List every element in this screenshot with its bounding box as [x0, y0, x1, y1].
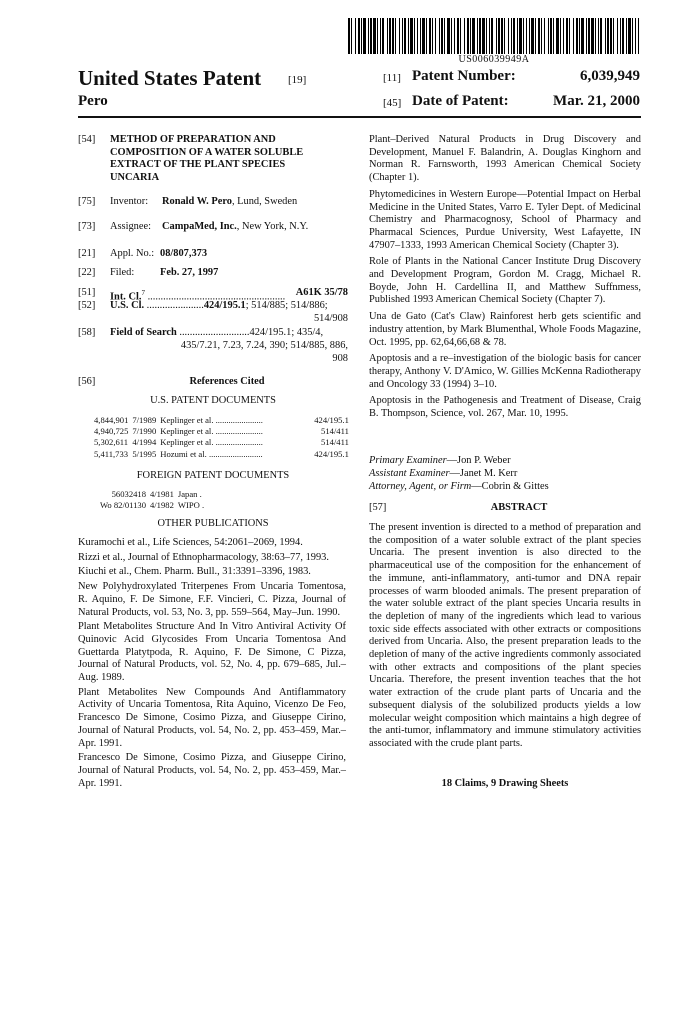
- assistant-examiner-label: Assistant Examiner: [369, 468, 450, 479]
- us-cl-cont: 514/908: [313, 313, 348, 324]
- us-doc-no: 4,844,901: [94, 415, 129, 425]
- date-of-patent: Mar. 21, 2000: [553, 93, 640, 109]
- date-label: Date of Patent:: [412, 93, 509, 109]
- foreign-doc-no: Wo 82/01130: [99, 500, 146, 511]
- refs-code: [56]: [78, 376, 96, 387]
- assistant-examiner: [369, 468, 641, 481]
- publication-entry: Apoptosis and a re–investigation of the biologic basis for cancer therapy, Anthony V. D'Amico, W. Gillies McKenna Radiotherapy and Oncology 33 (1994) 3–10.: [369, 353, 641, 390]
- us-doc-row: [94, 426, 353, 437]
- us-doc-no: 5,302,611: [94, 437, 129, 448]
- invention-title-line: EXTRACT OF THE PLANT SPECIES: [110, 159, 286, 171]
- us-doc-date: 5/1995: [132, 448, 157, 459]
- abstract-heading: [369, 502, 641, 515]
- left-column: [78, 134, 348, 185]
- foreign-doc-no: 56032418: [111, 489, 146, 499]
- attorney-name: —Cobrin & Gittes: [471, 481, 549, 492]
- filed-field: [78, 267, 218, 280]
- barcode: [348, 18, 640, 54]
- other-pubs-list: [78, 537, 346, 792]
- right-pubs-list: [369, 134, 641, 425]
- us-doc-name: Hozumi et al. .........................: [160, 448, 263, 459]
- foreign-doc-date: 4/1981: [150, 489, 174, 499]
- publication-entry: Francesco De Simone, Cosimo Pizza, and Giuseppe Cirino, Journal of Natural Products, vol. 54, No. 2, pp. 453–459, Mar.–Apr. 1991.: [78, 752, 346, 789]
- appl-number: 08/807,373: [160, 248, 208, 259]
- us-doc-cls: 514/411: [321, 437, 349, 448]
- patent-office-title: United States Patent: [78, 66, 262, 90]
- assistant-examiner-name: —Janet M. Kerr: [449, 468, 518, 479]
- primary-examiner-label: Primary Examiner: [369, 455, 447, 466]
- publication-entry: Phytomedicines in Western Europe—Potential Impact on Herbal Medicine in the United States, Varro E. Tyler Dept. of Medicinal Chemistry and Pharmacognosy, School of Pharmacy and Pharmacal Sciences, Purdue University, West Lafayette, IN 47907–1333, 1993 American Chemical Society (Chapter 3).: [369, 188, 641, 251]
- publication-entry: Plant–Derived Natural Products in Drug Discovery and Development, Manuel F. Balandrin, A. Douglas Kinghorn and Norman R. Farnsworth, 1993 American Chemical Society (Chapter 1).: [369, 134, 641, 184]
- us-doc-date: 4/1994: [132, 437, 157, 448]
- publication-entry: Rizzi et al., Journal of Ethnopharmacology, 38:63–77, 1993.: [78, 551, 329, 563]
- int-cl-sup: 7: [141, 289, 145, 297]
- foreign-doc-row: [94, 500, 208, 511]
- foreign-docs-heading: FOREIGN PATENT DOCUMENTS: [136, 470, 290, 481]
- search-code: [58]: [78, 327, 96, 338]
- title-code: [19]: [288, 74, 307, 86]
- us-docs-heading: U.S. PATENT DOCUMENTS: [150, 395, 276, 406]
- us-doc-name: Keplinger et al. ......................: [160, 415, 263, 425]
- publication-entry: Kiuchi et al., Chem. Pharm. Bull., 31:3391–3396, 1983.: [78, 566, 311, 578]
- us-doc-row: [94, 449, 353, 460]
- us-doc-name: Keplinger et al. ......................: [160, 426, 263, 437]
- us-doc-date: 7/1989: [132, 415, 157, 425]
- us-docs-table: [94, 415, 353, 460]
- title-field: [78, 134, 348, 185]
- foreign-docs-table: [94, 489, 208, 511]
- abstract-code: [57]: [369, 502, 387, 513]
- inventor-field: [78, 196, 297, 209]
- us-doc-cls: 514/411: [321, 426, 349, 437]
- primary-examiner-name: —Jon P. Weber: [446, 455, 511, 466]
- publication-entry: New Polyhydroxylated Triterpenes From Uncaria Tomentosa, R. Aquino, F. De Simone, F.F. Vincieri, C. Pizza, Journal of Natural Products, vol. 53, No. 3, pp. 559–564, May–Jun. 1990.: [78, 581, 346, 618]
- invention-title: [106, 134, 303, 185]
- refs-cited-heading: [78, 376, 348, 389]
- us-cl-value: 424/195.1: [203, 300, 246, 311]
- leader-dots: ...........................: [176, 327, 250, 338]
- search-line: 424/195.1; 435/4,: [249, 327, 324, 338]
- search-line: 908: [332, 353, 348, 364]
- us-cl-rest: ; 514/885; 514/886;: [245, 300, 328, 311]
- abstract-title: ABSTRACT: [490, 502, 548, 513]
- search-line: 435/7.21, 7.23, 7.24, 390; 514/885, 886,: [180, 340, 348, 351]
- inventor-label: Inventor:: [110, 196, 149, 207]
- int-cl-code: [51]: [78, 287, 96, 298]
- claims-summary: 18 Claims, 9 Drawing Sheets: [441, 778, 569, 789]
- invention-title-line: METHOD OF PREPARATION AND: [110, 134, 276, 145]
- us-cl-code: [52]: [78, 300, 96, 311]
- leader-dots: ......................: [213, 437, 263, 448]
- invention-title-line: COMPOSITION OF A WATER SOLUBLE: [110, 146, 304, 158]
- us-doc-cls: 424/195.1: [314, 448, 349, 459]
- us-doc-cls: 424/195.1: [314, 415, 349, 425]
- search-field: [78, 327, 348, 340]
- int-cl-value: A61K 35/78: [295, 287, 348, 298]
- inventor-surname: Pero: [78, 93, 108, 109]
- leader-dots: ......................: [213, 426, 263, 437]
- publication-entry: Apoptosis in the Pathogenesis and Treatment of Disease, Craig B. Thompson, Science, vol. 267, Mar. 10, 1995.: [369, 395, 641, 420]
- us-doc-row: [94, 415, 353, 426]
- us-doc-no: 5,411,733: [94, 448, 129, 459]
- refs-title: References Cited: [189, 376, 265, 387]
- us-doc-name: Keplinger et al. ......................: [160, 437, 263, 448]
- us-cl-label: U.S. Cl.: [110, 300, 145, 311]
- publication-entry: Role of Plants in the National Cancer Institute Drug Discovery and Development Program, Gordon M. Cragg, Michael R. Boyde, John H. Cardellina II, and Matthew Suffnmess, Published 1993 American Chemical Society (Chapter 7).: [369, 256, 641, 306]
- assignee-name: CampaMed, Inc.: [162, 221, 237, 232]
- title-field-code: [54]: [78, 134, 96, 145]
- primary-examiner: [369, 455, 641, 468]
- invention-title-line: UNCARIA: [110, 172, 160, 184]
- search-label: Field of Search: [110, 327, 177, 338]
- barcode-number: US006039949A: [458, 54, 530, 65]
- leader-dots: ......................: [144, 300, 204, 311]
- us-cl-field: [78, 300, 348, 313]
- leader-dots: .....................................................: [144, 291, 286, 303]
- date-code: [45]: [383, 97, 402, 109]
- filed-label: Filed:: [110, 267, 135, 278]
- filed-code: [22]: [78, 267, 96, 278]
- assignee-location: , New York, N.Y.: [236, 221, 309, 232]
- appl-code: [21]: [78, 248, 96, 259]
- appl-label: Appl. No.:: [110, 248, 155, 259]
- int-cl-label: Int. Cl.: [110, 291, 142, 303]
- attorney: [369, 481, 641, 494]
- filed-date: Feb. 27, 1997: [160, 267, 219, 278]
- publication-entry: Plant Metabolites New Compounds And Antiflammatory Activity of Uncaria Tomentosa, Rita Aquino, Vicenzo De Feo, Francesco De Simone, Cosimo Pizza, and Giuseppe Cirino, Journal of Natural Products, vol. 54, No. 2, pp. 453–459, Mar.–Apr. 1991.: [78, 686, 346, 749]
- foreign-doc-name: Japan .: [177, 489, 202, 499]
- patent-number-code: [11]: [383, 72, 401, 84]
- assignee-field: [78, 221, 308, 234]
- publication-entry: Una de Gato (Cat's Claw) Rainforest herb gets scientific and industry attention, by Mark Blumenthal, Whole Foods Magazine, Oct. 1995, pp. 62,64,66,68 & 78.: [369, 311, 641, 348]
- abstract-text: The present invention is directed to a method of preparation and the composition of a water soluble extract of the plant species Uncaria. The present invention is also directed to the pharmaceutical use of the composition for the enhancement of the immune, anti-inflammatory, anti-tumor and DNA repair processes of warm blooded animals. The present preparation of the water soluble extract of the plant species Uncaria results in the depletion of many of the ingredients which lead to various toxic side effects associated with other extracts or compositions derived from Uncaria. Also, the present preparation leads to the depletion of many of the active ingredients commonly associated with other extracts and compositions of the plant species Uncaria. Therefore, the present invention teaches that the hot water extraction of the crude plant parts of Uncaria and the subsequent dialysis of the solubilized products yields a low molecular weight composition which maintains a high degree of the anti-tumor, inflammatory and immune stimulatory activities associated with the crude plant parts.: [369, 522, 641, 749]
- patent-number-label: Patent Number:: [412, 68, 516, 84]
- barcode-bar: [639, 18, 640, 54]
- foreign-doc-date: 4/1982: [150, 500, 174, 511]
- attorney-label: Attorney, Agent, or Firm: [369, 481, 472, 492]
- us-doc-row: [94, 437, 353, 448]
- inventor-name: Ronald W. Pero: [162, 196, 232, 207]
- publication-entry: Kuramochi et al., Life Sciences, 54:2061–2069, 1994.: [78, 537, 303, 548]
- foreign-doc-name: WIPO .: [177, 500, 205, 511]
- patent-number: 6,039,949: [580, 68, 640, 84]
- other-pubs-heading: OTHER PUBLICATIONS: [157, 518, 269, 529]
- header-rule: [78, 116, 641, 118]
- inventor-code: [75]: [78, 196, 96, 207]
- leader-dots: ......................: [213, 415, 263, 425]
- us-doc-date: 7/1990: [132, 426, 157, 437]
- leader-dots: .........................: [206, 448, 263, 459]
- us-doc-no: 4,940,725: [94, 426, 129, 437]
- foreign-doc-row: [94, 489, 208, 500]
- inventor-location: , Lund, Sweden: [231, 196, 298, 207]
- assignee-code: [73]: [78, 221, 96, 232]
- appl-field: [78, 248, 207, 261]
- assignee-label: Assignee:: [110, 221, 151, 232]
- publication-entry: Plant Metabolites Structure And In Vitro Antiviral Activity Of Quinovic Acid Glycosides From Uncaria Tomentosa And Guettarda Platytpoda, R. Aquino, F. De Simone, C Pizza, Journal of Natural Products, vol. 52, No. 4, pp. 679–685, Jul.–Aug. 1989.: [78, 621, 346, 684]
